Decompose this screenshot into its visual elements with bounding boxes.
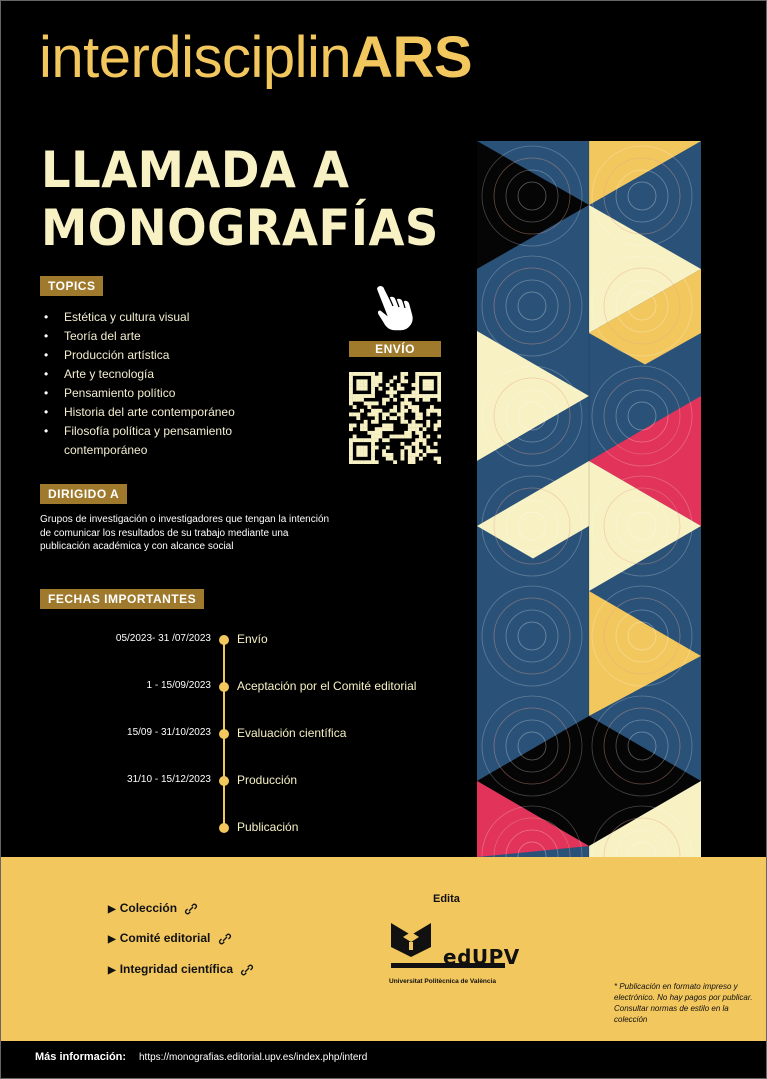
topic-item: • Historia del arte contemporáneo <box>44 403 304 422</box>
triangle-right-icon: ▶ <box>108 934 116 945</box>
timeline-row <box>1 774 461 790</box>
more-info-label: Más información: <box>35 1051 127 1063</box>
page-title <box>41 141 439 257</box>
audience-text: Grupos de investigación o investigadores que tengan la intención de comunicar los resultados de su trabajo mediante una publicación académica y con alcance social <box>40 514 330 552</box>
submission-label: ENVÍO <box>349 341 441 357</box>
topics-label: TOPICS <box>40 276 103 296</box>
topic-item: • Pensamiento político <box>44 384 304 403</box>
publisher-name: edUPV <box>443 945 520 969</box>
timeline-dot <box>219 729 229 739</box>
timeline-dot <box>219 635 229 645</box>
publisher-subtitle: Universitat Politècnica de València <box>389 978 496 985</box>
topics-list <box>44 308 304 460</box>
triangle-right-icon: ▶ <box>108 965 116 976</box>
brand-title <box>39 25 473 90</box>
timeline-date: 05/2023- 31 /07/2023 <box>115 633 211 644</box>
collection-link[interactable] <box>108 901 198 915</box>
link-icon <box>184 903 198 915</box>
timeline-dot <box>219 776 229 786</box>
timeline-stage: Evaluación científica <box>237 726 347 740</box>
timeline-row <box>1 727 461 743</box>
timeline-date: 1 - 15/09/2023 <box>146 680 211 691</box>
edita-label: Edita <box>433 893 460 905</box>
timeline-stage: Aceptación por el Comité editorial <box>237 679 417 693</box>
decorative-pattern <box>477 141 701 857</box>
link-icon <box>240 964 254 976</box>
triangle-right-icon: ▶ <box>108 904 116 915</box>
timeline-stage: Publicación <box>237 820 299 834</box>
timeline-stage: Producción <box>237 773 298 787</box>
editorial-committee-link[interactable] <box>108 931 232 945</box>
audience-label: DIRIGIDO A <box>40 484 127 504</box>
scientific-integrity-link-label: Integridad científica <box>119 962 234 976</box>
topic-item: • Arte y tecnología <box>44 365 304 384</box>
timeline-row <box>1 821 461 837</box>
link-icon <box>218 933 232 945</box>
dates-label: FECHAS IMPORTANTES <box>40 589 204 609</box>
scientific-integrity-link[interactable] <box>108 962 254 976</box>
more-info-url[interactable]: https://monografias.editorial.upv.es/index.php/interd <box>139 1052 368 1063</box>
timeline-row <box>1 680 461 696</box>
brand-suffix: ARS <box>351 25 473 90</box>
qr-code[interactable] <box>349 372 441 464</box>
brand-prefix: interdisciplin <box>39 25 352 90</box>
headline-line-2: MONOGRAFÍAS <box>41 199 439 257</box>
headline-line-1: LLAMADA A <box>41 141 350 199</box>
timeline-stage: Envío <box>237 632 268 646</box>
timeline-dot <box>219 823 229 833</box>
topic-item: • Estética y cultura visual <box>44 308 304 327</box>
publication-note: * Publicación en formato impreso y electrónico. No hay pagos por publicar. Consultar normas de estilo en la colección <box>614 982 753 1024</box>
topic-item: • Filosofía política y pensamiento contemporáneo <box>44 422 274 460</box>
topic-item: • Producción artística <box>44 346 304 365</box>
pointing-hand-icon <box>369 281 419 333</box>
timeline-dot <box>219 682 229 692</box>
timeline-date: 15/09 - 31/10/2023 <box>127 727 211 738</box>
collection-link-label: Colección <box>119 901 178 915</box>
timeline-row <box>1 633 461 649</box>
editorial-committee-link-label: Comité editorial <box>119 931 211 945</box>
timeline-date: 31/10 - 15/12/2023 <box>127 774 211 785</box>
topic-item: • Teoría del arte <box>44 327 304 346</box>
